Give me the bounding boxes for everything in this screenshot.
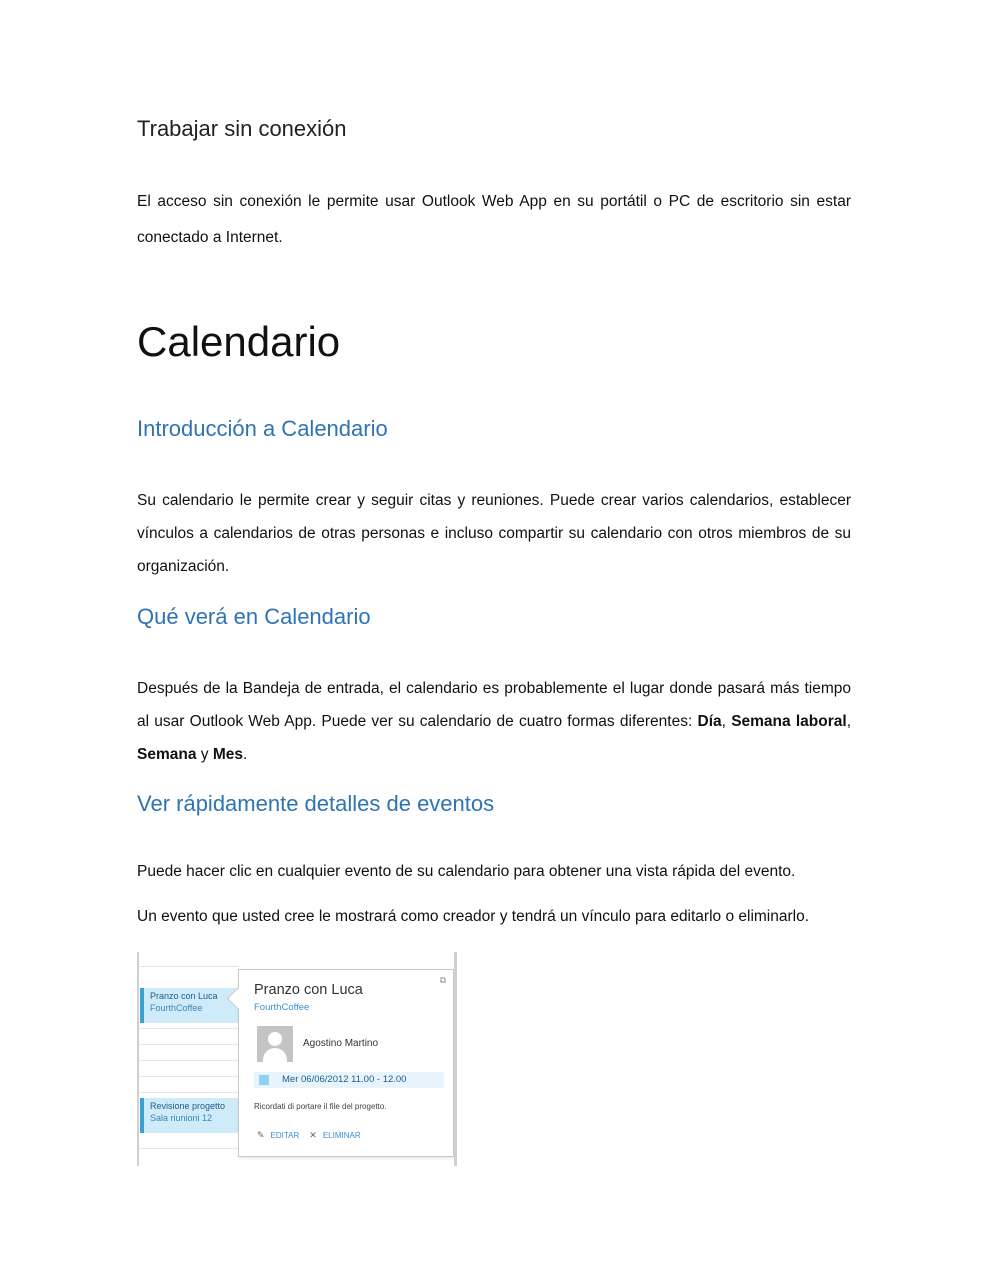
popup-actions: [257, 1130, 361, 1141]
grid-line: [139, 1044, 239, 1045]
quick-details-paragraph-2: Un evento que usted cree le mostrará como creador y tendrá un vínculo para editarlo o eliminarlo.: [137, 908, 810, 925]
view-month: Mes: [212, 746, 243, 763]
grid-line: [139, 1060, 239, 1061]
pencil-icon: ✎: [257, 1130, 265, 1140]
event-title: Pranzo con Luca: [150, 991, 218, 1001]
quick-details-paragraph-1: Puede hacer clic en cualquier evento de su calendario para obtener una vista rápida del evento.: [137, 863, 796, 880]
what-you-see-paragraph: Después de la Bandeja de entrada, el calendario es probablemente el lugar donde pasará más tiempo al usar Outlook Web App. Puede ver su calendario de cuatro formas diferentes: Día, Semana laboral, Semana y Mes.: [137, 680, 851, 763]
event-subtitle: Sala riunioni 12: [150, 1113, 213, 1123]
calendar-color-icon: [259, 1075, 269, 1085]
grid-line: [139, 1076, 239, 1077]
popup-person: Agostino Martino: [303, 1038, 379, 1049]
event-title: Revisione progetto: [150, 1101, 226, 1111]
screenshot-edge: [454, 952, 457, 1166]
intro-paragraph: Su calendario le permite crear y seguir citas y reuniones. Puede crear varios calendarios, establecer vínculos a calendarios de otras personas e incluso compartir su calendario con otros miembros de su organización.: [137, 492, 851, 575]
event-peek-popup: [238, 969, 454, 1157]
popup-datetime-bar: [254, 1072, 444, 1088]
edit-link[interactable]: EDITAR: [270, 1131, 300, 1140]
popup-title: Pranzo con Luca: [254, 982, 363, 998]
popup-datetime: Mer 06/06/2012 11.00 - 12.00: [282, 1074, 407, 1085]
grid-line: [139, 1028, 239, 1029]
view-workweek: Semana laboral: [731, 713, 847, 730]
quick-details-heading: Ver rápidamente detalles de eventos: [137, 791, 495, 816]
popup-organization: FourthCoffee: [254, 1002, 310, 1013]
grid-line: [139, 966, 239, 967]
delete-link[interactable]: ELIMINAR: [322, 1131, 361, 1140]
view-week: Semana: [137, 746, 197, 763]
event-popup-screenshot: [137, 952, 457, 1166]
event-subtitle: FourthCoffee: [150, 1003, 203, 1013]
calendar-title: Calendario: [137, 318, 341, 365]
popout-icon[interactable]: ⧉: [439, 975, 446, 985]
view-day: Día: [697, 713, 722, 730]
offline-heading: Trabajar sin conexión: [137, 116, 347, 141]
grid-line: [139, 1092, 239, 1093]
intro-heading: Introducción a Calendario: [137, 416, 388, 441]
what-you-see-heading: Qué verá en Calendario: [137, 604, 371, 629]
calendar-event-review[interactable]: [140, 1098, 240, 1133]
offline-paragraph: El acceso sin conexión le permite usar Outlook Web App en su portátil o PC de escritorio sin estar conectado a Internet.: [137, 193, 851, 246]
grid-line: [139, 1148, 239, 1149]
calendar-grid-edge: [137, 952, 139, 1166]
avatar: [257, 1026, 293, 1062]
close-icon: ✕: [309, 1130, 317, 1140]
calendar-event-lunch[interactable]: [140, 988, 240, 1023]
popup-note: Ricordati di portare il file del progetto.: [254, 1102, 387, 1111]
